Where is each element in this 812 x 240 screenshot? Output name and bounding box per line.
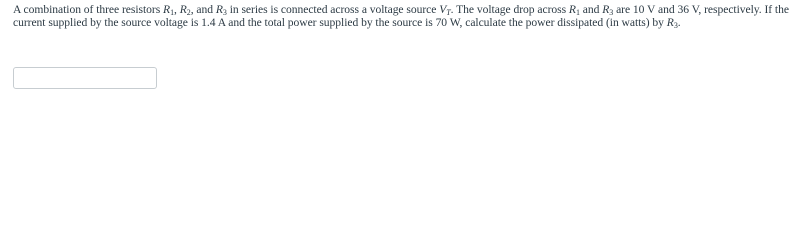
voltage-source-symbol: $V_T$ [439,3,451,17]
question-text-part: A combination of three resistors [13,3,164,16]
question-text-part: , [174,3,180,16]
question-text-part: in series is connected across a voltage source [226,3,440,16]
question-text-part: . The voltage drop across [450,3,569,16]
question-text [13,3,803,29]
question-text-part: and [579,3,603,16]
resistor-r2-symbol: $R_2$ [179,3,191,17]
resistor-r3-symbol: $R_3$ [602,3,614,17]
question-text-part: are 10 V and 36 V, respectively. If the current supplied by the source voltage is 1.4 A and the total power supplied by the source is 70 W, calculate the power dissipated (in watts) by [13,3,789,30]
resistor-r1-symbol: $R_1$ [163,3,175,17]
resistor-r3-symbol: $R_3$ [215,3,227,17]
question-text-part: . [677,16,681,30]
resistor-r1-symbol: $R_1$ [568,3,580,17]
answer-input[interactable] [13,67,157,89]
resistor-r3-symbol: $R_3$ [666,16,678,31]
question-text-part: , and [190,3,216,16]
